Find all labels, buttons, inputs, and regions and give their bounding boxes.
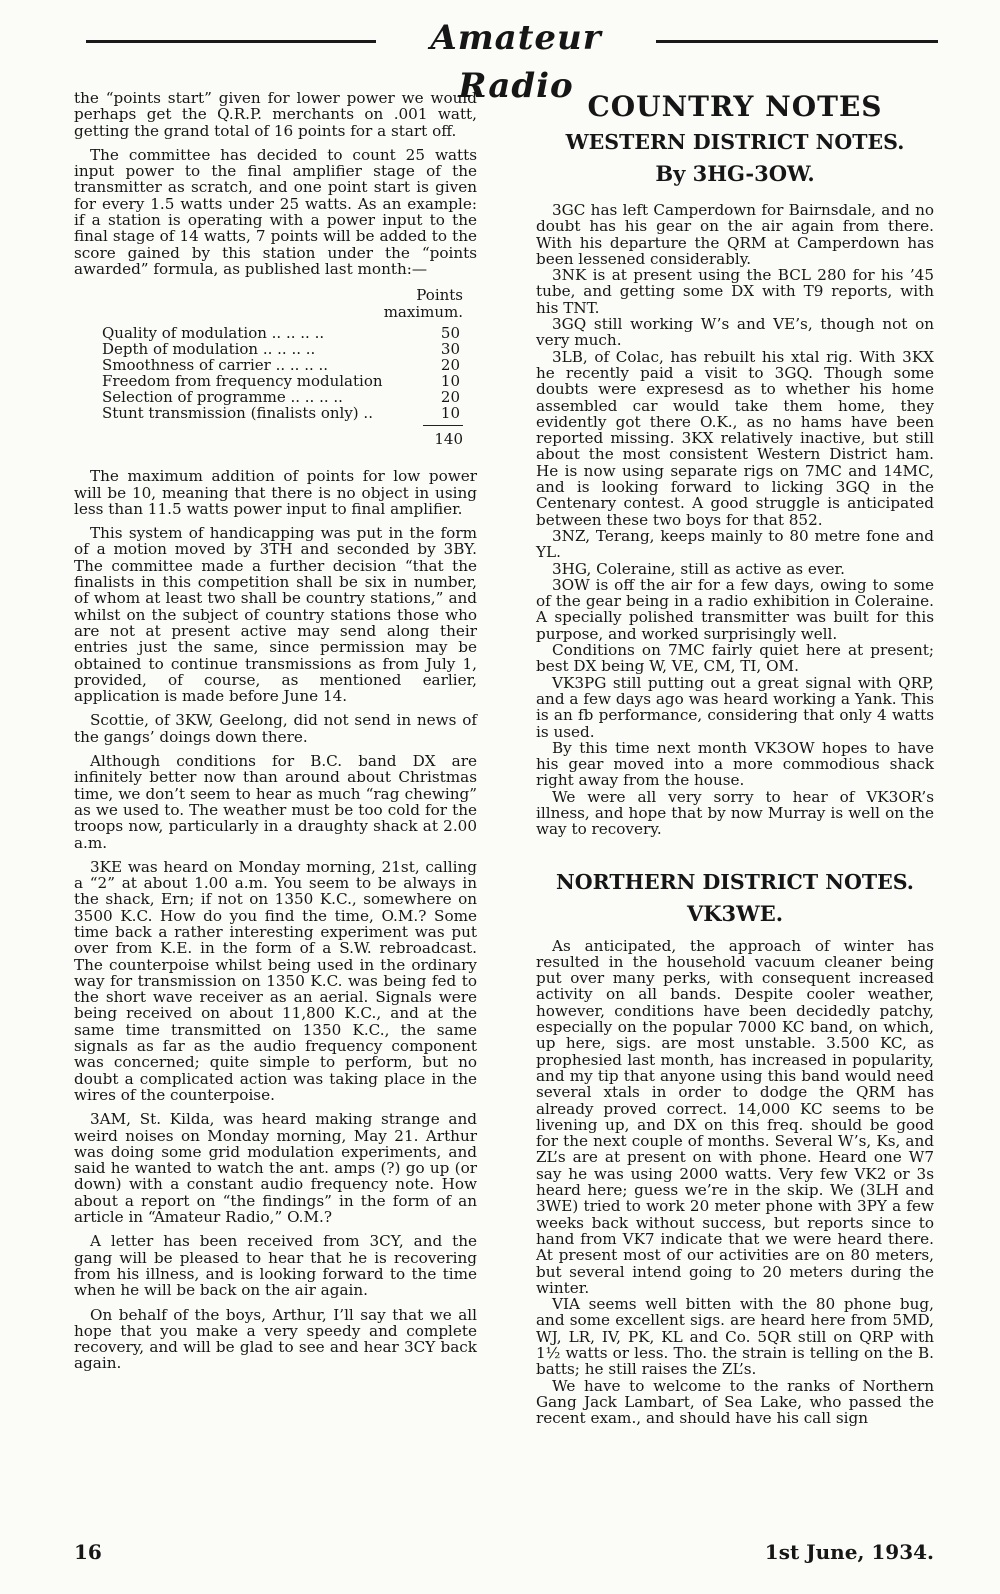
table-row [102, 373, 462, 389]
paragraph: Conditions on 7MC fairly quiet here at present; best DX being W, VE, CM, TI, OM. [536, 641, 934, 676]
table-row [102, 389, 462, 405]
paragraph: A letter has been received from 3CY, and the gang will be pleased to hear that he is recovering from his illness, and is looking forward to the time when he will be back on the air again. [74, 1232, 477, 1300]
paragraph: 3NZ, Terang, keeps mainly to 80 metre fone and YL. [536, 526, 934, 562]
section-heading: COUNTRY NOTES [587, 90, 883, 123]
paragraph: On behalf of the boys, Arthur, I’ll say that we all hope that you make a very speedy and complete recovery, and will be glad to see and hear 3CY back again. [74, 1305, 477, 1373]
paragraph: 3NK is at present using the BCL 280 for his ’45 tube, and getting some DX with T9 reports, with his TNT. [536, 266, 934, 317]
paragraph: 3OW is off the air for a few days, owing to some of the gear being in a radio exhibition in Coleraine. A specially polished transmitter was built for this purpose, and worked surprisingly well. [536, 575, 934, 643]
paragraph: By this time next month VK3OW hopes to have his gear moved into a more commodious shack right away from the house. [536, 738, 934, 790]
page-number: 16 [74, 1540, 102, 1564]
paragraph: We were all very sorry to hear of VK3OR’s illness, and hope that by now Murray is well on the way to recovery. [536, 787, 934, 839]
paragraph: 3HG, Coleraine, still as active as ever. [552, 559, 845, 578]
paragraph: the “points start” given for lower power we would perhaps get the Q.R.P. merchants on .001 watt, getting the grand total of 16 points for a start off. [74, 89, 477, 140]
paragraph: As anticipated, the approach of winter has resulted in the household vacuum cleaner being put over many perks, with consequent increased activity on all bands. Despite cooler weather, however, conditions have been decidedly patchy, especially on the popular 7000 KC band, on which, up here, sigs. are most unstable. 3.500 KC, as prophesied last month, has increased in popularity, and my tip that anyone using this band would need several xtals in order to dodge the QRM has already proved correct. 14,000 KC seems to be livening up, and DX on this freq. should be good for the next couple of months. Several W’s, Ks, and ZL’s are at present on with phone. Heard one W7 say he was using 2000 watts. Very few VK2 or 3s heard here; guess we’re in the skip. We (3LH and 3WE) tried to work 20 meter phone with 3PY a few weeks back without success, but reports since to hand from VK7 indicate that we were heard there. At present most of our activities are on 80 meters, but several intend going to 20 meters during the winter. [536, 936, 934, 1297]
right-column [536, 90, 934, 1426]
paragraph: This system of handicapping was put in the form of a motion moved by 3TH and seconded by 3BY. The committee made a further decision “that the finalists in this competition shall be six in number, of whom at least two shall be country stations,” and whilst on the subject of country stations those who are not at present active may send along their entries just the same, since permission may be obtained to continue transmissions as from July 1, provided, of course, as mentioned earlier, application is made before June 14. [74, 524, 477, 706]
table-row [102, 405, 462, 421]
issue-date: 1st June, 1934. [764, 1540, 934, 1564]
paragraph: Scottie, of 3KW, Geelong, did not send in news of the gangs’ doings down there. [74, 711, 477, 746]
points-total [74, 425, 463, 448]
points-value: 20 [440, 356, 460, 375]
paragraph: 3AM, St. Kilda, was heard making strange and weird noises on Monday morning, May 21. Arthur was doing some grid modulation experiments, and said he wanted to watch the ant. amps (?) go up (or down) with a constant audio frequency note. How about a report on “the findings” in the form of an article in “Amateur Radio,” O.M.? [74, 1110, 477, 1227]
paragraph: VK3PG still putting out a great signal with QRP, and a few days ago was heard working a Yank. This is an fb performance, considering that only 4 watts is used. [536, 673, 934, 741]
points-value: 50 [440, 324, 460, 343]
masthead-title: Amateur Radio [430, 18, 602, 106]
points-header-line: Points [416, 286, 463, 305]
points-label: Smoothness of carrier .. .. .. .. [102, 356, 329, 375]
points-total-value: 140 [423, 425, 463, 448]
table-row [102, 357, 462, 373]
points-label: Freedom from frequency modulation [102, 372, 383, 391]
points-table [102, 325, 462, 421]
points-value: 10 [440, 372, 460, 391]
paragraph: 3LB, of Colac, has rebuilt his xtal rig. With 3KX he recently paid a visit to 3GQ. Though some doubts were expresesd as to whether his home assembled car would take them home, they evidently got there O.K., as no hams have been reported missing. 3KX relatively inactive, but still about the most consistent Western District ham. He is now using separate rigs on 7MC and 14MC, and is looking forward to licking 3GQ in the Centenary contest. A good struggle is anticipated between these two boys for that 852. [536, 347, 934, 529]
table-row [102, 341, 462, 357]
table-row [102, 325, 462, 341]
points-table-header [74, 287, 463, 321]
northern-district-title: NORTHERN DISTRICT NOTES. [556, 869, 914, 894]
points-label: Quality of modulation .. .. .. .. [102, 324, 325, 343]
points-label: Selection of programme .. .. .. .. [102, 388, 343, 407]
points-value: 30 [440, 340, 460, 359]
points-label: Stunt transmission (finalists only) .. [102, 404, 373, 423]
paragraph: The committee has decided to count 25 watts input power to the final amplifier stage of the transmitter as scratch, and one point start is given for every 1.5 watts under 25 watts. As an example: if a station is operating with a power input to the final stage of 14 watts, 7 points will be added to the score gained by this station under the “points awarded” formula, as published last month:— [74, 145, 477, 278]
points-header-line: maximum. [383, 303, 463, 322]
masthead-rule-left [86, 40, 376, 43]
masthead-rule-right [656, 40, 938, 43]
paragraph: VIA seems well bitten with the 80 phone bug, and some excellent sigs. are heard here from 5MD, WJ, LR, IV, PK, KL and Co. 5QR still on QRP with 1½ watts or less. Tho. the strain is telling on the B. batts; he still raises the ZL’s. [536, 1295, 934, 1379]
points-value: 20 [440, 388, 460, 407]
paragraph: 3KE was heard on Monday morning, 21st, calling a “2” at about 1.00 a.m. You seem to be always in the shack, Ern; if not on 1350 K.C., somewhere on 3500 K.C. How do you find the time, O.M.? Some time back a rather interesting experiment was put over from K.E. in the form of a S.W. rebroadcast. The counterpoise whilst being used in the ordinary way for transmission on 1350 K.C. was being fed to the short wave receiver as an aerial. Signals were being received on about 11,800 K.C., and at the same time transmitted on 1350 K.C., the same signals as far as the audio frequency component was concerned; quite simple to perform, but no doubt a complicated action was taking place in the wires of the counterpoise. [74, 857, 477, 1104]
paragraph: 3GC has left Camperdown for Bairnsdale, and no doubt has his gear on the air again from there. With his departure the QRM at Camperdown has been lessened considerably. [536, 201, 934, 268]
points-value: 10 [440, 404, 460, 423]
paragraph: 3GQ still working W’s and VE’s, though not on very much. [536, 315, 934, 350]
paragraph: The maximum addition of points for low power will be 10, meaning that there is no object in using less than 11.5 watts power input to final amplifier. [74, 467, 477, 518]
masthead [86, 14, 938, 106]
points-label: Depth of modulation .. .. .. .. [102, 340, 316, 359]
western-district-byline: By 3HG-3OW. [655, 161, 815, 186]
northern-district-byline: VK3WE. [686, 900, 784, 926]
western-district-title: WESTERN DISTRICT NOTES. [565, 130, 905, 154]
paragraph: We have to welcome to the ranks of Northern Gang Jack Lambart, of Sea Lake, who passed the recent exam., and should have his call sign [536, 1376, 934, 1428]
left-column [74, 90, 477, 1380]
paragraph: Although conditions for B.C. band DX are infinitely better now than around about Christmas time, we don’t seem to hear as much “rag chewing” as we used to. The weather must be too cold for the troops now, particularly in a draughty shack at 2.00 a.m. [74, 752, 477, 852]
